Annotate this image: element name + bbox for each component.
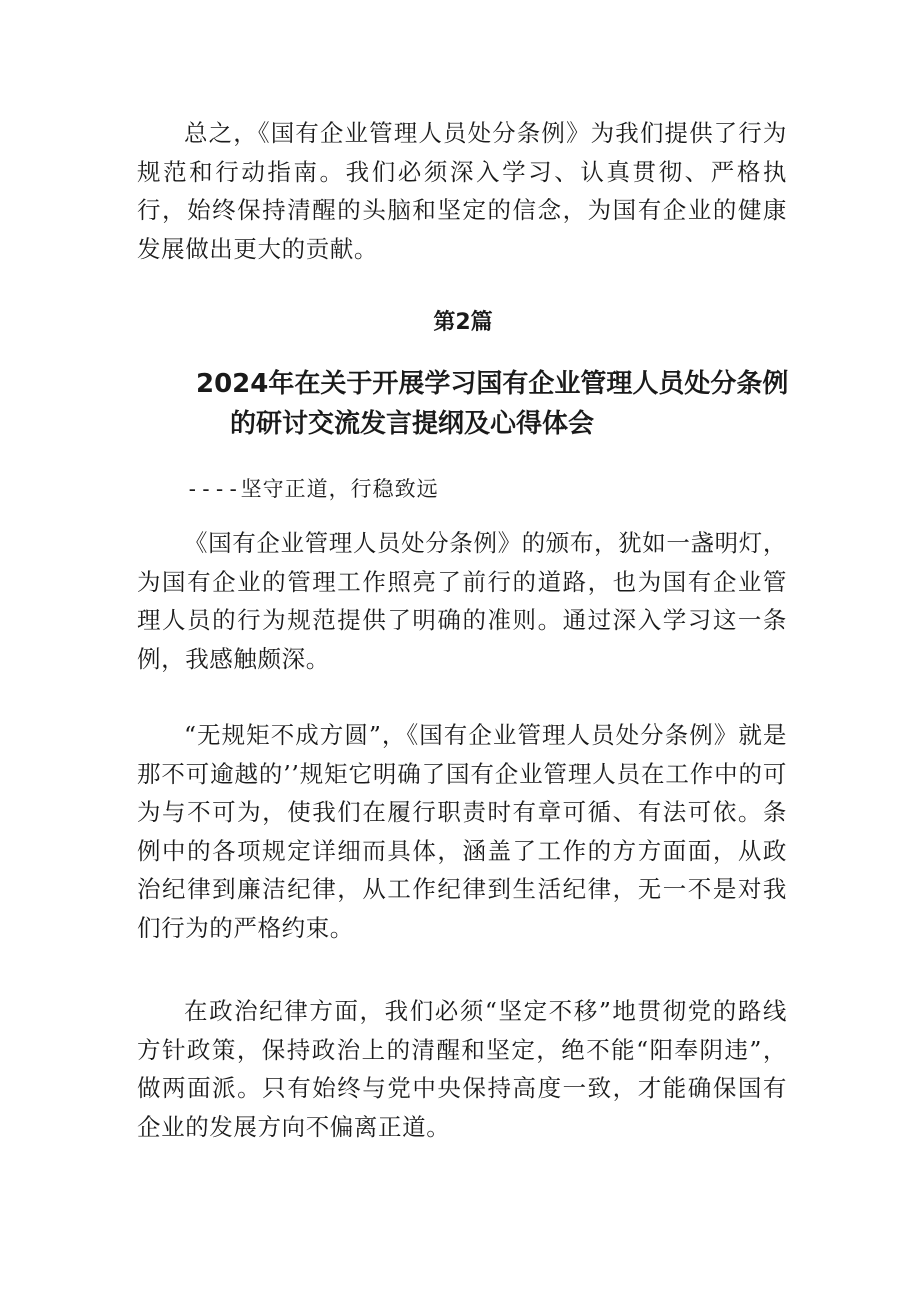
paragraph-political-discipline: 在政治纪律方面，我们必须“坚定不移”地贯彻党的路线方针政策，保持政治上的清醒和坚定，绝不能“阳奉阴违”，做两面派。只有始终与党中央保持高度一致，才能确保国有企业的发展方向不偏离正道。 [137, 997, 787, 1141]
paragraph-conclusion: 总之，《国有企业管理人员处分条例》为我们提供了行为规范和行动指南。我们必须深入学习、认真贯彻、严格执行，始终保持清醒的头脑和坚定的信念，为国有企业的健康发展做出更大的贡献。 [137, 119, 787, 263]
title-line-2: 的研讨交流发言提纲及心得体会 [230, 409, 595, 439]
title-line-1: 2024年在关于开展学习国有企业管理人员处分条例 [196, 369, 789, 399]
paragraph-rules: “无规矩不成方圆”，《国有企业管理人员处分条例》就是那不可逾越的’’规矩它明确了国有企业管理人员在工作中的可为与不可为，使我们在履行职责时有章可循、有法可依。条例中的各项规定详细而具体，涵盖了工作的方方面面，从政治纪律到廉洁纪律，从工作纪律到生活纪律，无一不是对我们行为的严格约束。 [137, 721, 787, 942]
document-title [150, 364, 810, 444]
subtitle: ----坚守正道，行稳致远 [186, 477, 439, 501]
paragraph-intro: 《国有企业管理人员处分条例》的颁布，犹如一盏明灯，为国有企业的管理工作照亮了前行的道路，也为国有企业管理人员的行为规范提供了明确的准则。通过深入学习这一条例，我感触颇深。 [137, 529, 787, 673]
section-label: 第2篇 [433, 310, 493, 335]
